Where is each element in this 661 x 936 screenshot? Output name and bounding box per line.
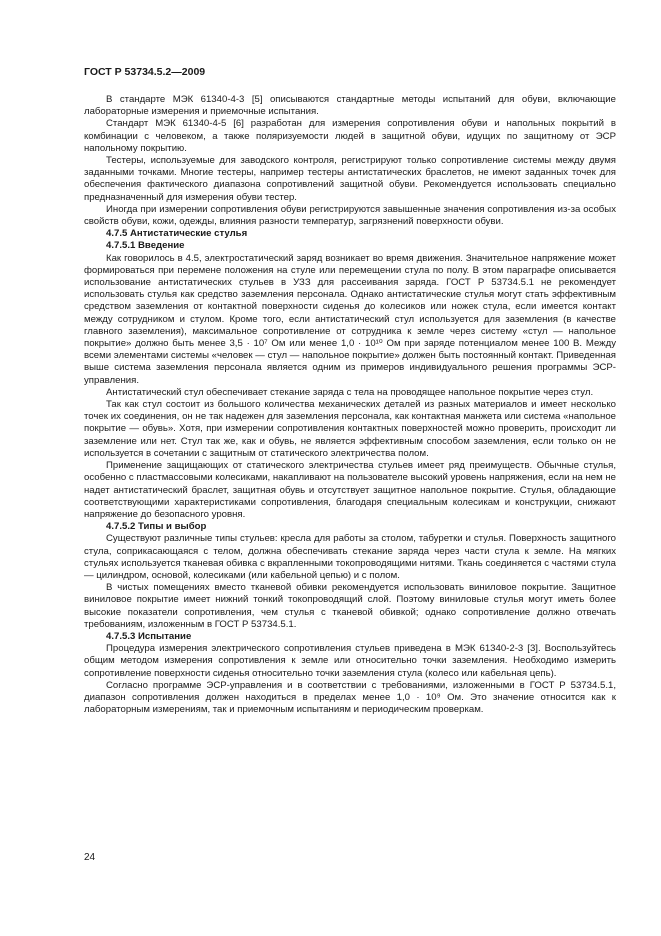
paragraph: Процедура измерения электрического сопротивления стульев приведена в МЭК 61340-2-3 [3]. Воспользуйтесь общим методом измерения сопротивления к земле или относительно точки заземления. Необходимо измерить сопротивление поверхности сиденья относительно точки заземления стула (колесо или кабельная цепь). (84, 643, 616, 679)
paragraph: В чистых помещениях вместо тканевой обивки рекомендуется использовать виниловое покрытие. Защитное виниловое покрытие имеет нижний тонкий токопроводящий слой. Поэтому виниловые стулья могут иметь более высокие показатели сопротивления, чем стулья с тканевой обивкой; однако сопротивление должно отвечать требованиям, изложенным в ГОСТ Р 53734.5.1. (84, 582, 616, 630)
paragraph: Антистатический стул обеспечивает стекание заряда с тела на проводящее напольное покрытие через стул. (106, 386, 594, 398)
paragraph: Иногда при измерении сопротивления обуви регистрируются завышенные значения сопротивления из-за особых свойств обуви, кожи, одежды, влияния разности температур, загрязнений поверхности обуви. (84, 203, 616, 228)
paragraph: Согласно программе ЭСР-управления и в соответствии с требованиями, изложенными в ГОСТ Р 53734.5.1, диапазон сопротивления должен находиться в пределах менее 1,0 · 10⁹ Ом. Это значение относится как к лабораторным измерениям, так и приемочным испытаниям и периодическим проверкам. (84, 679, 616, 716)
paragraph: Существуют различные типы стульев: кресла для работы за столом, табуретки и стулья. Поверхность защитного стула, соприкасающаяся с телом, должна обеспечивать стекание заряда через части стула к земле. На мягких стульях используется тканевая обивка с вкрапленными токопроводящими нитями. Ткань соединяется с частями стула — цилиндром, основой, колесиками (или кабельной цепью) и с полом. (84, 533, 616, 581)
paragraph: Как говорилось в 4.5, электростатический заряд возникает во время движения. Значительное напряжение может формироваться при перемене положения на стуле или перемещении стула по полу. В этом параграфе описывается использование антистатических стульев в УЗЗ для рассеивания заряда. ГОСТ Р 53734.5.1 не рекомендует использовать стулья как средство заземления персонала. Однако антистатические стулья могут стать эффективным средством заземления от контактной поверхности сиденья до колесиков или ножек стула, если имеется контакт между сотрудником и стулом. Кроме того, если антистатический стул используется для заземления (в качестве главного заземления), максимальное сопротивление от сотрудника к земле через систему «стул — напольное покрытие» должно быть менее 3,5 · 10⁷ Ом или менее 1,0 · 10¹⁰ Ом при заряде потенциалом менее 100 В. Между всеми элементами системы «человек — стул — напольное покрытие» должен быть постоянный контакт. Приведенная выше система заземления персонала является одним из примеров индивидуального решения программы ЭСР-управления. (84, 252, 616, 386)
paragraph: Применение защищающих от статического электричества стульев имеет ряд преимуществ. Обычные стулья, особенно с пластмассовыми колесиками, накапливают на пользователе высокий уровень напряжения, если на нем не надет антистатический браслет, защитная обувь и отсутствует защитное напольное покрытие. Стулья, обладающие соответствующими характеристиками сопротивления, благодаря специальным колесикам и конструкции, снижают напряжение до безопасного уровня. (84, 460, 616, 520)
document-body (84, 94, 616, 716)
subsection-heading: 4.7.5.3 Испытание (106, 630, 192, 642)
paragraph: Стандарт МЭК 61340-4-5 [6] разработан для измерения сопротивления обуви и напольных покрытий в комбинации с человеком, а также поляризуемости людей в защитной обуви, идущих по защитному от ЭСР напольному покрытию. (84, 118, 616, 154)
document-header: ГОСТ Р 53734.5.2—2009 (84, 66, 206, 78)
paragraph: В стандарте МЭК 61340-4-3 [5] описываются стандартные методы испытаний для обуви, включающие лабораторные измерения и приемочные испытания. (84, 94, 616, 118)
section-heading: 4.7.5 Антистатические стулья (106, 228, 248, 240)
paragraph: Так как стул состоит из большого количества механических деталей из разных материалов и имеет несколько точек их соединения, он не так надежен для заземления персонала, как контактная манжета или система «напольное покрытие — обувь». Хотя, при измерении сопротивления контактных поверхностей можно проверить, происходит ли заземление или нет. Стул так же, как и обувь, не является эффективным способом заземления, если только он не используется в сочетании с защитным от статического электричества полом. (84, 399, 616, 459)
subsection-heading: 4.7.5.1 Введение (106, 240, 185, 252)
paragraph: Тестеры, используемые для заводского контроля, регистрируют только сопротивление системы между двумя заданными точками. Многие тестеры, например тестеры антистатических браслетов, не имеют заданных точек для обеспечения фактического диапазона сопротивлений защитной обуви. Рекомендуется использовать специально предназначенный для измерения обуви тестер. (84, 155, 616, 203)
subsection-heading: 4.7.5.2 Типы и выбор (106, 521, 207, 533)
page-number: 24 (84, 852, 96, 863)
